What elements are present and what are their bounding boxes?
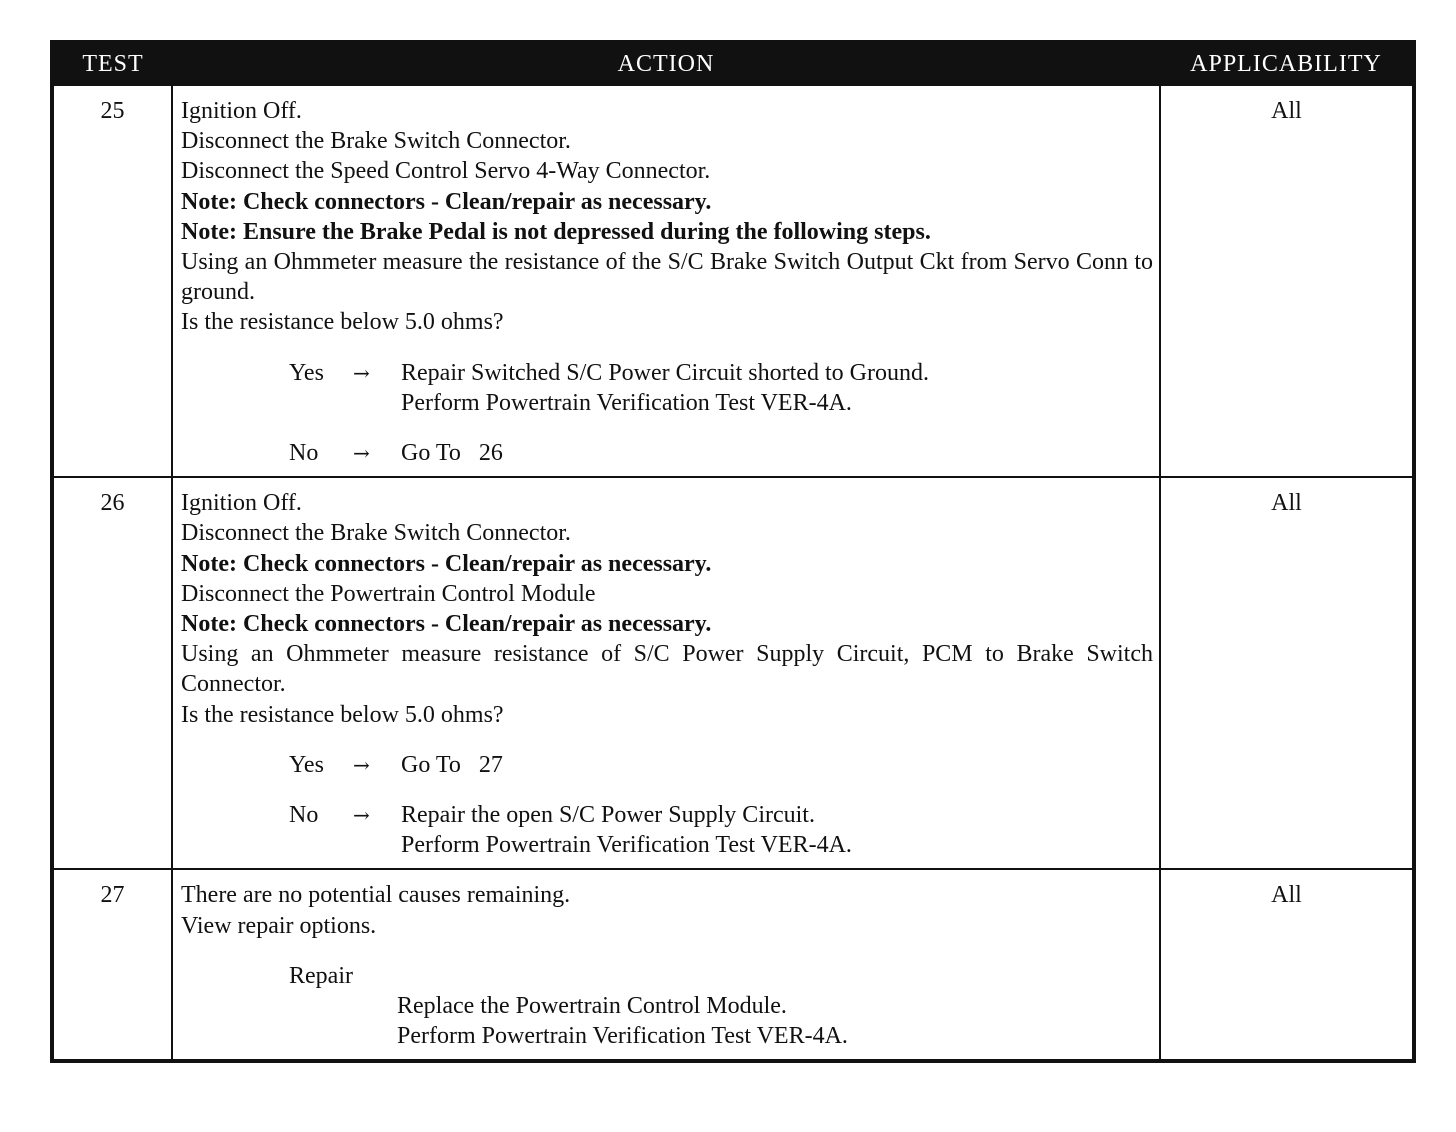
result-line: Perform Powertrain Verification Test VER-4A. xyxy=(401,389,852,416)
action-line: Using an Ohmmeter measure resistance of S/C Power Supply Circuit, PCM to Brake Switch Connector. xyxy=(181,641,1153,698)
action-line: View repair options. xyxy=(181,912,377,939)
diagnostic-test-table xyxy=(50,40,1416,1063)
repair-line: Perform Powertrain Verification Test VER-4A. xyxy=(397,1023,848,1050)
arrow-right-icon: → xyxy=(353,803,370,828)
result-label: Yes xyxy=(289,751,324,778)
result-block xyxy=(181,358,1153,469)
action-cell xyxy=(172,85,1160,477)
result-text xyxy=(401,750,503,780)
repair-line: Replace the Powertrain Control Module. xyxy=(397,993,787,1020)
action-line: Using an Ohmmeter measure the resistance of the S/C Brake Switch Output Ckt from Servo Conn to ground. xyxy=(181,249,1153,306)
repair-block xyxy=(181,961,1153,1052)
result-line: Repair the open S/C Power Supply Circuit. xyxy=(401,802,815,829)
result-no xyxy=(181,800,1153,860)
action-cell xyxy=(172,477,1160,869)
result-text xyxy=(401,358,929,418)
table-row-test-25 xyxy=(52,85,1414,477)
action-question: Is the resistance below 5.0 ohms? xyxy=(181,309,504,336)
action-line: Ignition Off. xyxy=(181,98,302,124)
result-no xyxy=(181,438,1153,468)
action-note: Note: Check connectors - Clean/repair as necessary. xyxy=(181,188,712,215)
result-label: No xyxy=(289,802,319,829)
result-text xyxy=(401,438,503,468)
action-line: Disconnect the Brake Switch Connector. xyxy=(181,520,571,547)
table-row-test-27 xyxy=(52,869,1414,1061)
result-label: Yes xyxy=(289,359,324,386)
test-number: 27 xyxy=(52,869,172,1061)
test-number: 26 xyxy=(52,477,172,869)
header-action: ACTION xyxy=(172,42,1160,85)
action-question: Is the resistance below 5.0 ohms? xyxy=(181,701,504,728)
result-line: Perform Powertrain Verification Test VER-4A. xyxy=(401,832,852,859)
table-row-test-26 xyxy=(52,477,1414,869)
action-line: There are no potential causes remaining. xyxy=(181,882,571,909)
result-line: Go To 27 xyxy=(401,751,503,778)
result-text xyxy=(401,800,852,860)
action-cell xyxy=(172,869,1160,1061)
action-note: Note: Check connectors - Clean/repair as necessary. xyxy=(181,611,712,638)
result-yes xyxy=(181,750,1153,780)
header-applicability: APPLICABILITY xyxy=(1160,42,1414,85)
action-note: Note: Ensure the Brake Pedal is not depressed during the following steps. xyxy=(181,218,931,245)
applicability-value: All xyxy=(1160,85,1414,477)
result-line: Repair Switched S/C Power Circuit shorted to Ground. xyxy=(401,359,929,386)
applicability-value: All xyxy=(1160,869,1414,1061)
applicability-value: All xyxy=(1160,477,1414,869)
result-label: No xyxy=(289,440,319,467)
table-header-row xyxy=(52,42,1414,85)
action-line: Disconnect the Speed Control Servo 4-Way Connector. xyxy=(181,158,711,185)
repair-label: Repair xyxy=(289,962,353,989)
result-line: Go To 26 xyxy=(401,440,503,467)
arrow-right-icon: → xyxy=(353,441,370,466)
arrow-right-icon: → xyxy=(353,752,370,777)
header-test: TEST xyxy=(52,42,172,85)
action-line: Disconnect the Brake Switch Connector. xyxy=(181,128,571,155)
action-line: Disconnect the Powertrain Control Module xyxy=(181,580,596,607)
test-number: 25 xyxy=(52,85,172,477)
result-yes xyxy=(181,358,1153,418)
arrow-right-icon: → xyxy=(353,360,370,385)
repair-items xyxy=(289,991,1153,1051)
result-block xyxy=(181,750,1153,861)
action-note: Note: Check connectors - Clean/repair as necessary. xyxy=(181,550,712,577)
action-line: Ignition Off. xyxy=(181,490,302,517)
